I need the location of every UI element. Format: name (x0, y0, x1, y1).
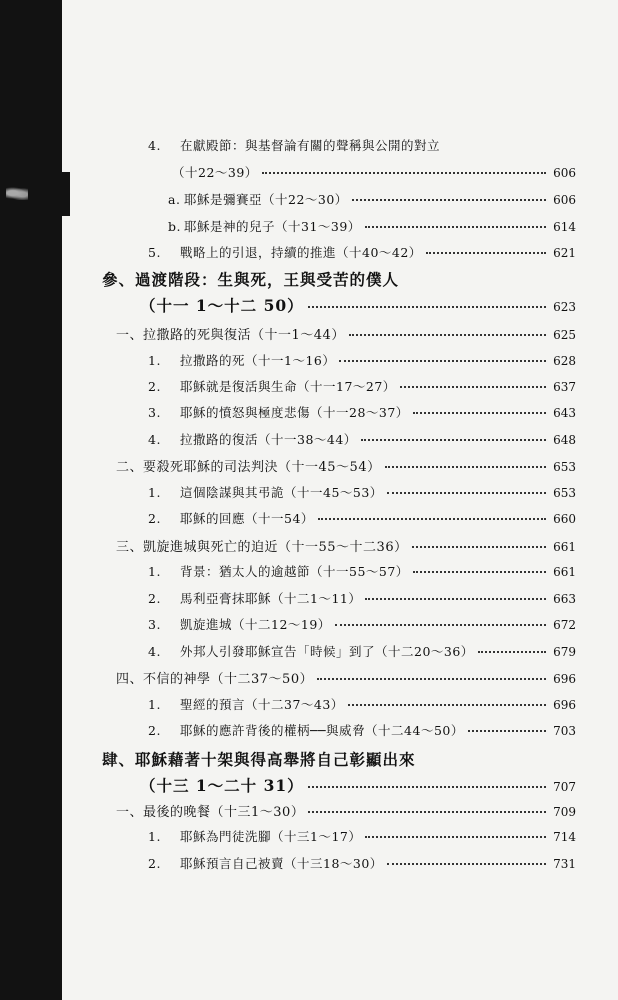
toc-entry-title (148, 695, 344, 713)
toc-entry-number: 2. (148, 379, 161, 394)
toc-entry-page-number: 623 (553, 300, 576, 314)
toc-entry-title (140, 774, 304, 796)
toc-entry-page-number: 606 (553, 166, 576, 180)
toc-entry-text: 拉撒路的死（十一1～16） (180, 353, 336, 368)
toc-entry-title (148, 589, 361, 607)
toc-entry (148, 695, 576, 713)
toc-entry-page-number: 707 (553, 780, 576, 794)
toc-entry-title (140, 294, 304, 316)
toc-entry-text: 四、不信的神學（十二37～50） (116, 672, 314, 687)
toc-entry-number: 1. (148, 829, 161, 844)
toc-entry (148, 589, 576, 607)
toc-entry-text: 拉撒路的復活（十一38～44） (180, 432, 357, 447)
toc-entry-title (148, 243, 422, 261)
toc-entry-page-number: 696 (553, 672, 576, 686)
toc-entry-text: 這個陰謀與其弔詭（十一45～53） (180, 485, 383, 500)
toc-entry-text: 外邦人引發耶穌宣告「時候」到了（十二20～36） (180, 644, 474, 659)
toc-entry-number: 5. (148, 245, 161, 260)
toc-entry (148, 243, 576, 261)
toc-entry-page-number: 614 (553, 220, 576, 234)
toc-entry (148, 509, 576, 527)
toc-entry-text: 耶穌是彌賽亞（十22～30） (184, 192, 348, 207)
toc-entry-page-number: 731 (553, 857, 576, 871)
dot-leader (348, 704, 546, 706)
toc-entry (148, 615, 576, 633)
toc-entry (168, 190, 576, 208)
toc-entry-page-number: 625 (553, 328, 576, 342)
toc-entry-number: 1. (148, 485, 161, 500)
toc-entry-title (148, 430, 357, 448)
dot-leader (426, 252, 546, 254)
dot-leader (308, 811, 546, 813)
toc-entry-title (148, 562, 409, 580)
toc-entry-title (148, 403, 409, 421)
toc-entry-title (148, 721, 464, 739)
dot-leader (352, 199, 546, 201)
dot-leader (412, 546, 546, 548)
dot-leader (385, 466, 546, 468)
toc-entry-text: 耶穌就是復活與生命（十一17～27） (180, 379, 396, 394)
toc-entry-title (102, 748, 416, 770)
toc-entry-number: 4. (148, 432, 161, 447)
toc-entry (140, 774, 576, 796)
toc-entry-title (148, 483, 383, 501)
toc-entry-title (116, 801, 304, 820)
toc-entry (116, 536, 576, 555)
toc-entry-page-number: 637 (553, 380, 576, 394)
toc-entry-page-number: 672 (553, 618, 576, 632)
toc-entry-page-number: 696 (553, 698, 576, 712)
toc-entry-page-number: 714 (553, 830, 576, 844)
toc-entry-title (116, 456, 381, 475)
toc-entry-text: 耶穌為門徒洗腳（十三1～17） (180, 829, 362, 844)
toc-entry-text: 一、拉撒路的死與復活（十一1～44） (116, 328, 345, 343)
toc-entry-text: 聖經的預言（十二37～43） (180, 697, 344, 712)
toc-entry-text: 參、過渡階段：生與死，王與受苦的僕人 (102, 270, 400, 289)
toc-entry (102, 748, 576, 770)
dot-leader (365, 836, 546, 838)
toc-entry-number: 2. (148, 591, 161, 606)
toc-entry-page-number: 648 (553, 433, 576, 447)
toc-entry-page-number: 653 (553, 460, 576, 474)
toc-entry-number: 2. (148, 511, 161, 526)
toc-entry-title (148, 642, 474, 660)
dot-leader (365, 598, 546, 600)
dot-leader (308, 786, 546, 788)
toc-entry-title (148, 377, 396, 395)
toc-entry-text: 耶穌的應許背後的權柄──與威脅（十二44～50） (180, 723, 464, 738)
toc-entry-page-number: 628 (553, 354, 576, 368)
toc-entry-page-number: 679 (553, 645, 576, 659)
toc-entry (148, 562, 576, 580)
toc-entry (148, 642, 576, 660)
toc-entry (148, 721, 576, 739)
toc-entry-title (168, 190, 348, 208)
toc-entry (148, 403, 576, 421)
toc-entry-text: （十22～39） (172, 165, 258, 180)
toc-entry-title (148, 509, 314, 527)
binding-notch (62, 172, 70, 216)
toc-entry-number: 2. (148, 856, 161, 871)
toc-entry-text: 耶穌是神的兒子（十31～39） (184, 219, 361, 234)
dot-leader (361, 439, 546, 441)
dot-leader (308, 306, 546, 308)
dot-leader (400, 386, 546, 388)
toc-entry (116, 801, 576, 820)
toc-entry-title (116, 324, 345, 343)
toc-entry-page-number: 661 (553, 565, 576, 579)
toc-entry (172, 163, 576, 181)
toc-entry-number: 4. (148, 138, 161, 153)
toc-entry-text: 在獻殿節：與基督論有關的聲稱與公開的對立 (180, 138, 441, 153)
dot-leader (318, 518, 546, 520)
toc-entry-text: 三、凱旋進城與死亡的迫近（十一55～十二36） (116, 540, 408, 555)
toc-entry-number: 2. (148, 723, 161, 738)
toc-entry (116, 324, 576, 343)
toc-entry-number: 1. (148, 564, 161, 579)
toc-entry (148, 483, 576, 501)
toc-entry-page-number: 621 (553, 246, 576, 260)
toc-entry-title (102, 268, 399, 290)
toc-entry-number: 1. (148, 353, 161, 368)
dot-leader (335, 624, 546, 626)
toc-entry-page-number: 703 (553, 724, 576, 738)
dot-leader (349, 334, 546, 336)
toc-entry-number: 3. (148, 405, 161, 420)
toc-entry-text: （十三 1～二十 31） (140, 776, 304, 795)
toc-entry (168, 217, 576, 235)
toc-entry-text: 馬利亞膏抹耶穌（十二1～11） (180, 591, 362, 606)
dot-leader (413, 571, 546, 573)
toc-entry-number: 3. (148, 617, 161, 632)
toc-entry-title (168, 217, 361, 235)
dot-leader (387, 492, 546, 494)
toc-entry (116, 668, 576, 687)
toc-entry-title (148, 136, 440, 154)
toc-entry-page-number: 661 (553, 540, 576, 554)
toc-entry-text: 肆、耶穌藉著十架與得高舉將自己彰顯出來 (102, 750, 416, 769)
scan-mark (6, 186, 28, 200)
toc-entry (102, 268, 576, 290)
dot-leader (413, 412, 546, 414)
toc-entry-title (148, 615, 331, 633)
toc-entry-number: 4. (148, 644, 161, 659)
dot-leader (365, 226, 546, 228)
toc-entry-text: 一、最後的晚餐（十三1～30） (116, 805, 305, 820)
toc-entry (148, 854, 576, 872)
toc-entry-title (116, 536, 408, 555)
toc-entry-number: a. (168, 192, 181, 207)
toc-entry-title (148, 854, 383, 872)
toc-entry (148, 827, 576, 845)
toc-entry (140, 294, 576, 316)
dot-leader (262, 172, 546, 174)
toc-entry-title (116, 668, 313, 687)
toc-entry (116, 456, 576, 475)
toc-entry-title (148, 351, 335, 369)
toc-entry-text: （十一 1～十二 50） (140, 296, 304, 315)
dot-leader (339, 360, 546, 362)
toc-entry-number: 1. (148, 697, 161, 712)
toc-entry-page-number: 660 (553, 512, 576, 526)
toc-entry (148, 430, 576, 448)
toc-entry-text: 凱旋進城（十二12～19） (180, 617, 331, 632)
toc-entry-title (148, 827, 361, 845)
toc-entry-page-number: 606 (553, 193, 576, 207)
toc-entry (148, 377, 576, 395)
toc-entry-text: 耶穌預言自己被賣（十三18～30） (180, 856, 383, 871)
dot-leader (387, 863, 546, 865)
book-binding-shadow (0, 0, 62, 1000)
toc-entry-text: 耶穌的憤怒與極度悲傷（十一28～37） (180, 405, 409, 420)
toc-entry-page-number: 709 (553, 805, 576, 819)
dot-leader (478, 651, 546, 653)
toc-entry-title (172, 163, 258, 181)
toc-entry-text: 耶穌的回應（十一54） (180, 511, 314, 526)
toc-entry (148, 351, 576, 369)
toc-entry-text: 背景：猶太人的逾越節（十一55～57） (180, 564, 409, 579)
toc-entry-number: b. (168, 219, 181, 234)
toc-entry-page-number: 643 (553, 406, 576, 420)
toc-entry-text: 二、要殺死耶穌的司法判決（十一45～54） (116, 460, 381, 475)
dot-leader (317, 678, 546, 680)
toc-entry-text: 戰略上的引退，持續的推進（十40～42） (180, 245, 422, 260)
toc-entry-page-number: 663 (553, 592, 576, 606)
toc-entry-page-number: 653 (553, 486, 576, 500)
toc-entry (148, 136, 576, 154)
dot-leader (468, 730, 546, 732)
